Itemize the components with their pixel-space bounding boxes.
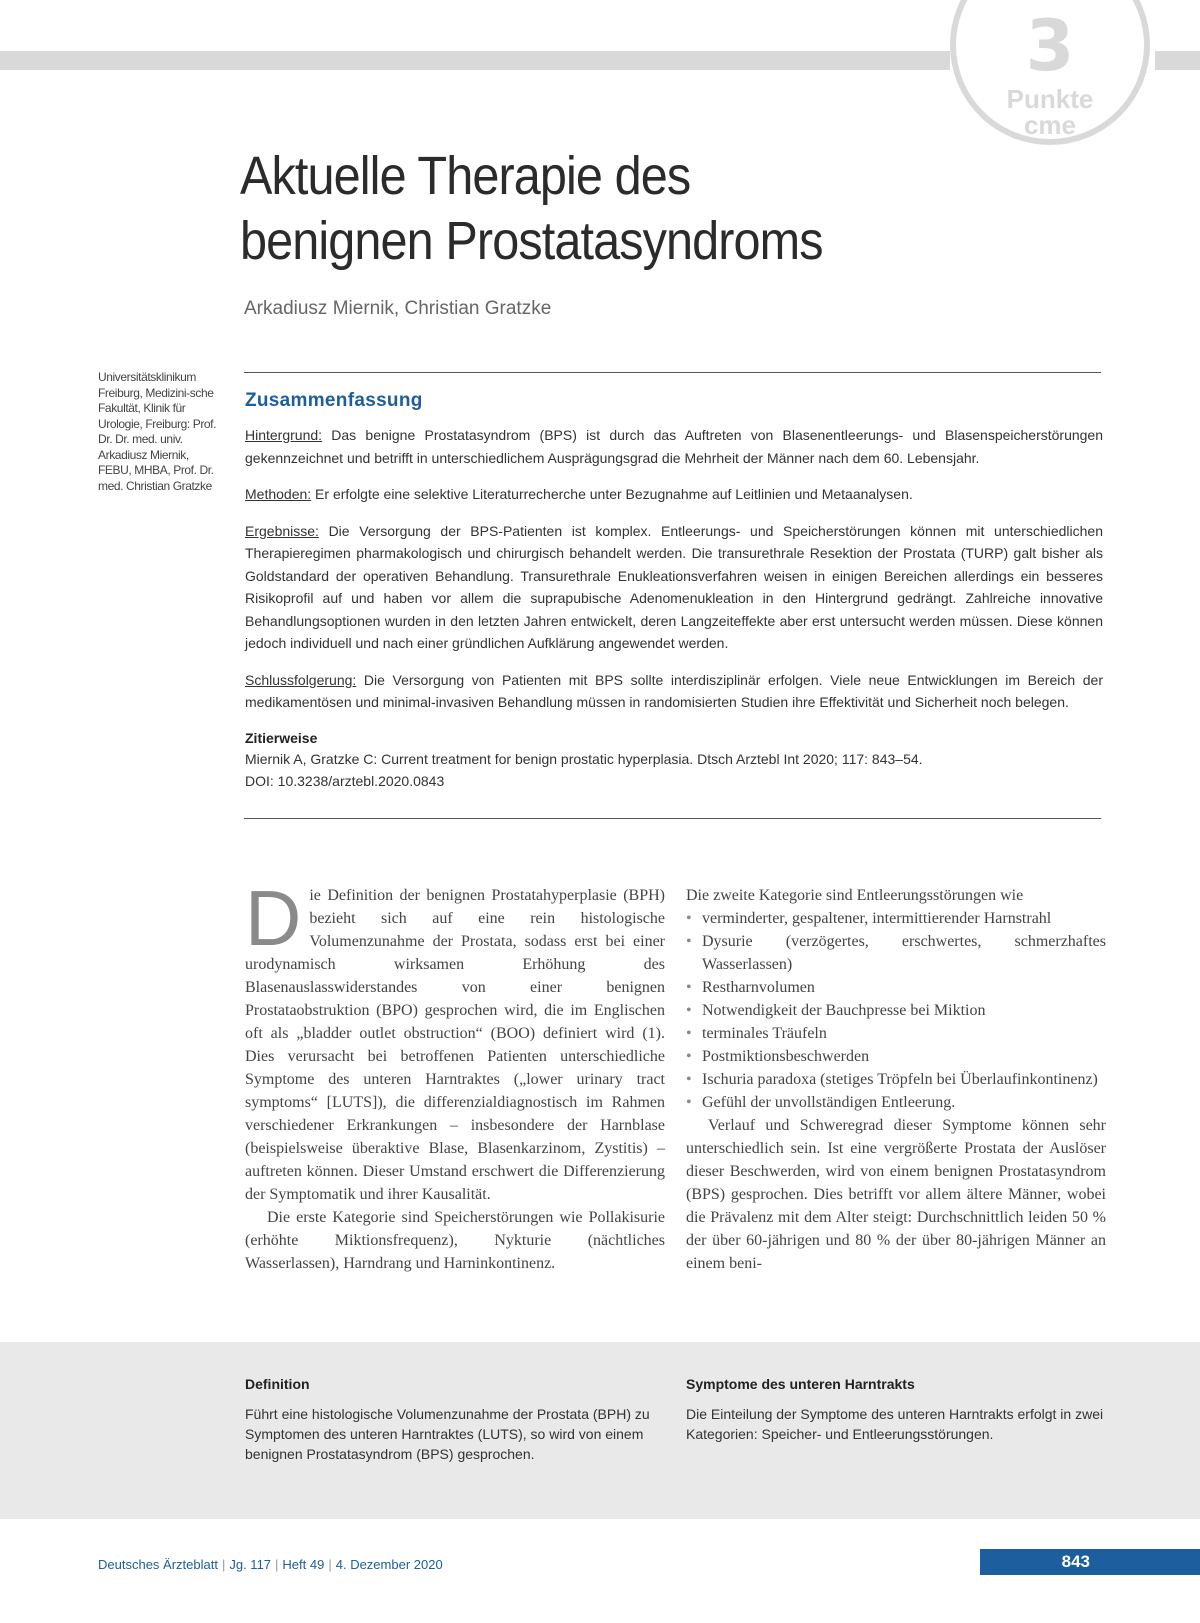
title-line-1: Aktuelle Therapie des — [240, 146, 691, 206]
divider-top — [244, 372, 1101, 373]
abstract-text: Das benigne Prostatasyndrom (BPS) ist durch das Auftreten von Blasenentleerungs- und Blasenspeicherstörungen gekennzeichnet und betrifft in unterschiedlichem Ausprägungsgrad die Mehrheit der Männer nach dem 60. Lebensjahr. — [245, 427, 1103, 466]
citation-doi[interactable]: DOI: 10.3238/arztebl.2020.0843 — [245, 772, 445, 789]
abstract-label: Ergebnisse: — [245, 522, 319, 539]
page-number-tab — [980, 1549, 1200, 1575]
abstract-text: Die Versorgung von Patienten mit BPS sollte interdisziplinär erfolgen. Viele neue Entwicklungen im Bereich der medikamentösen und minimal-invasiven Behandlung müssen in randomisierten Studien ihre Effektivität und Sicherheit noch belegen. — [245, 671, 1103, 710]
divider-bottom — [244, 818, 1101, 819]
citation-text: Miernik A, Gratzke C: Current treatment for benign prostatic hyperplasia. Dtsch Arztebl Int 2020; 117: 843–54. — [245, 750, 923, 767]
abstract-results — [245, 520, 1103, 655]
list-item: • Postmiktionsbeschwerden — [686, 1045, 1106, 1068]
footer-journal-info: Deutsches Ärzteblatt | Jg. 117 | Heft 49 | 4. Dezember 2020 — [98, 1557, 443, 1572]
cme-label: cme — [1023, 110, 1077, 140]
abstract-text: Die Versorgung der BPS-Patienten ist komplex. Entleerungs- und Speicherstörungen können mit unterschiedlichen Therapieregimen pharmakologisch und chirurgisch behandelt werden. Die transurethrale Resektion der Prostata (TURP) galt bisher als Goldstandard der operativen Behandlung. Transurethrale Enukleationsverfahren weisen in einigen Bereichen allerdings ein besseres Risikoprofil auf und haben vor allem die suprapubische Adenomenukleation in den Hintergrund gedrängt. Zahlreiche innovative Behandlungsoptionen wurden in den letzten Jahren entwickelt, deren Langzeiteffekte aber erst untersucht werden müssen. Diese können jedoch individuell und nach einer gründlichen Aufklärung angewendet werden. — [245, 522, 1103, 651]
symptoms-box — [686, 1374, 1106, 1444]
abstract-label: Schlussfolgerung: — [245, 671, 357, 688]
body-paragraph: Die erste Kategorie sind Speicherstörungen wie Pollakisurie (erhöhte Miktionsfrequenz), Nykturie (nächtliches Wasserlassen), Harndrang und Harninkontinenz. — [245, 1209, 665, 1272]
abstract-text: Er erfolgte eine selektive Literaturrecherche unter Bezugnahme auf Leitlinien und Metaanalysen. — [311, 486, 913, 502]
list-item: • verminderter, gespaltener, intermittierender Harnstrahl — [686, 907, 1106, 930]
drop-cap: D — [245, 874, 302, 962]
abstract-background — [245, 424, 1103, 469]
body-paragraph-intro — [245, 874, 665, 1206]
list-item: • Gefühl der unvollständigen Entleerung. — [686, 1091, 1106, 1114]
header-band-right — [1155, 51, 1200, 70]
cme-points-number: 3 — [1025, 5, 1075, 87]
body-column-right — [686, 884, 1106, 1275]
definition-text: Führt eine histologische Volumenzunahme der Prostata (BPH) zu Symptomen des unteren Harntraktes (LUTS), so wird von einem benignen Prostatasyndrom (BPS) gesprochen. — [245, 1406, 650, 1462]
definition-box — [245, 1374, 665, 1464]
journal-name: Deutsches Ärzteblatt — [98, 1557, 218, 1572]
abstract-conclusion — [245, 669, 1103, 714]
journal-volume: Jg. 117 — [229, 1557, 272, 1572]
body-paragraph: Die zweite Kategorie sind Entleerungsstörungen wie — [686, 887, 1024, 904]
definition-heading: Definition — [245, 1376, 310, 1392]
citation-heading: Zitierweise — [245, 729, 318, 746]
symptom-list — [686, 907, 1106, 1114]
cme-points-label: Punkte — [1006, 84, 1094, 114]
body-text: ie Definition der benignen Prostatahyperplasie (BPH) bezieht sich auf eine rein histologische Volumenzunahme der Prostata, sodass erst bei einer urodynamisch wirksamen Erhöhung des Blasenauslasswiderstandes von einer benignen Prostataobstruktion (BPO) gesprochen wird, die im Englischen oft als „bladder outlet obstruction“ (BOO) definiert wird (1). Dies verursacht bei betroffenen Patienten unterschiedliche Symptome des unteren Harntraktes („lower urinary tract symptoms“ [LUTS]), die differenzialdiagnostisch im Rahmen verschiedener Erkrankungen – insbesondere der Harnblase (beispielsweise überaktive Blase, Blasenkarzinom, Zystitis) – auftreten können. Dieser Umstand erschwert die Differenzierung der Symptomatik und ihrer Kausalität. — [245, 887, 665, 1203]
article-title — [240, 144, 870, 274]
abstract-methods — [245, 483, 1103, 506]
authors: Arkadiusz Miernik, Christian Gratzke — [244, 298, 552, 319]
abstract-heading: Zusammenfassung — [245, 390, 423, 411]
author-affiliation: Universitätsklinikum Freiburg, Medizini-sche Fakultät, Klinik für Urologie, Freiburg: Prof. Dr. Dr. med. univ. Arkadiusz Miernik, FEBU, MHBA, Prof. Dr. med. Christian Gratzke — [98, 370, 217, 493]
symptoms-heading: Symptome des unteren Harntrakts — [686, 1376, 915, 1392]
journal-issue: Heft 49 — [282, 1557, 325, 1572]
cme-points-badge — [950, 0, 1150, 145]
list-item: • Restharnvolumen — [686, 976, 1106, 999]
header-band — [0, 51, 950, 70]
list-item: • Notwendigkeit der Bauchpresse bei Miktion — [686, 999, 1106, 1022]
abstract-label: Methoden: — [245, 486, 312, 502]
list-item: • Ischuria paradoxa (stetiges Tröpfeln bei Überlaufinkontinenz) — [686, 1068, 1106, 1091]
journal-date: 4. Dezember 2020 — [335, 1557, 443, 1572]
page-number: 843 — [1061, 1552, 1090, 1571]
abstract-label: Hintergrund: — [245, 427, 323, 443]
list-item: • terminales Träufeln — [686, 1022, 1106, 1045]
body-paragraph: Verlauf und Schweregrad dieser Symptome können sehr unterschiedlich sein. Ist eine vergrößerte Prostata der Auslöser dieser Beschwerden, wird von einem benignen Prostatasyndrom (BPS) gesprochen. Dies betrifft vor allem ältere Männer, wobei die Prävalenz mit dem Alter steigt: Durchschnittlich leiden 50 % der über 60-jährigen und 80 % der über 80-jährigen Männer an einem beni- — [686, 1117, 1106, 1272]
title-line-2: benignen Prostatasyndroms — [240, 211, 823, 271]
body-column-left — [245, 874, 665, 1275]
abstract — [245, 390, 1103, 792]
list-item: • Dysurie (verzögertes, erschwertes, schmerzhaftes Wasserlassen) — [686, 930, 1106, 976]
symptoms-text: Die Einteilung der Symptome des unteren Harntrakts erfolgt in zwei Kategorien: Speicher- und Entleerungsstörungen. — [686, 1406, 1104, 1442]
